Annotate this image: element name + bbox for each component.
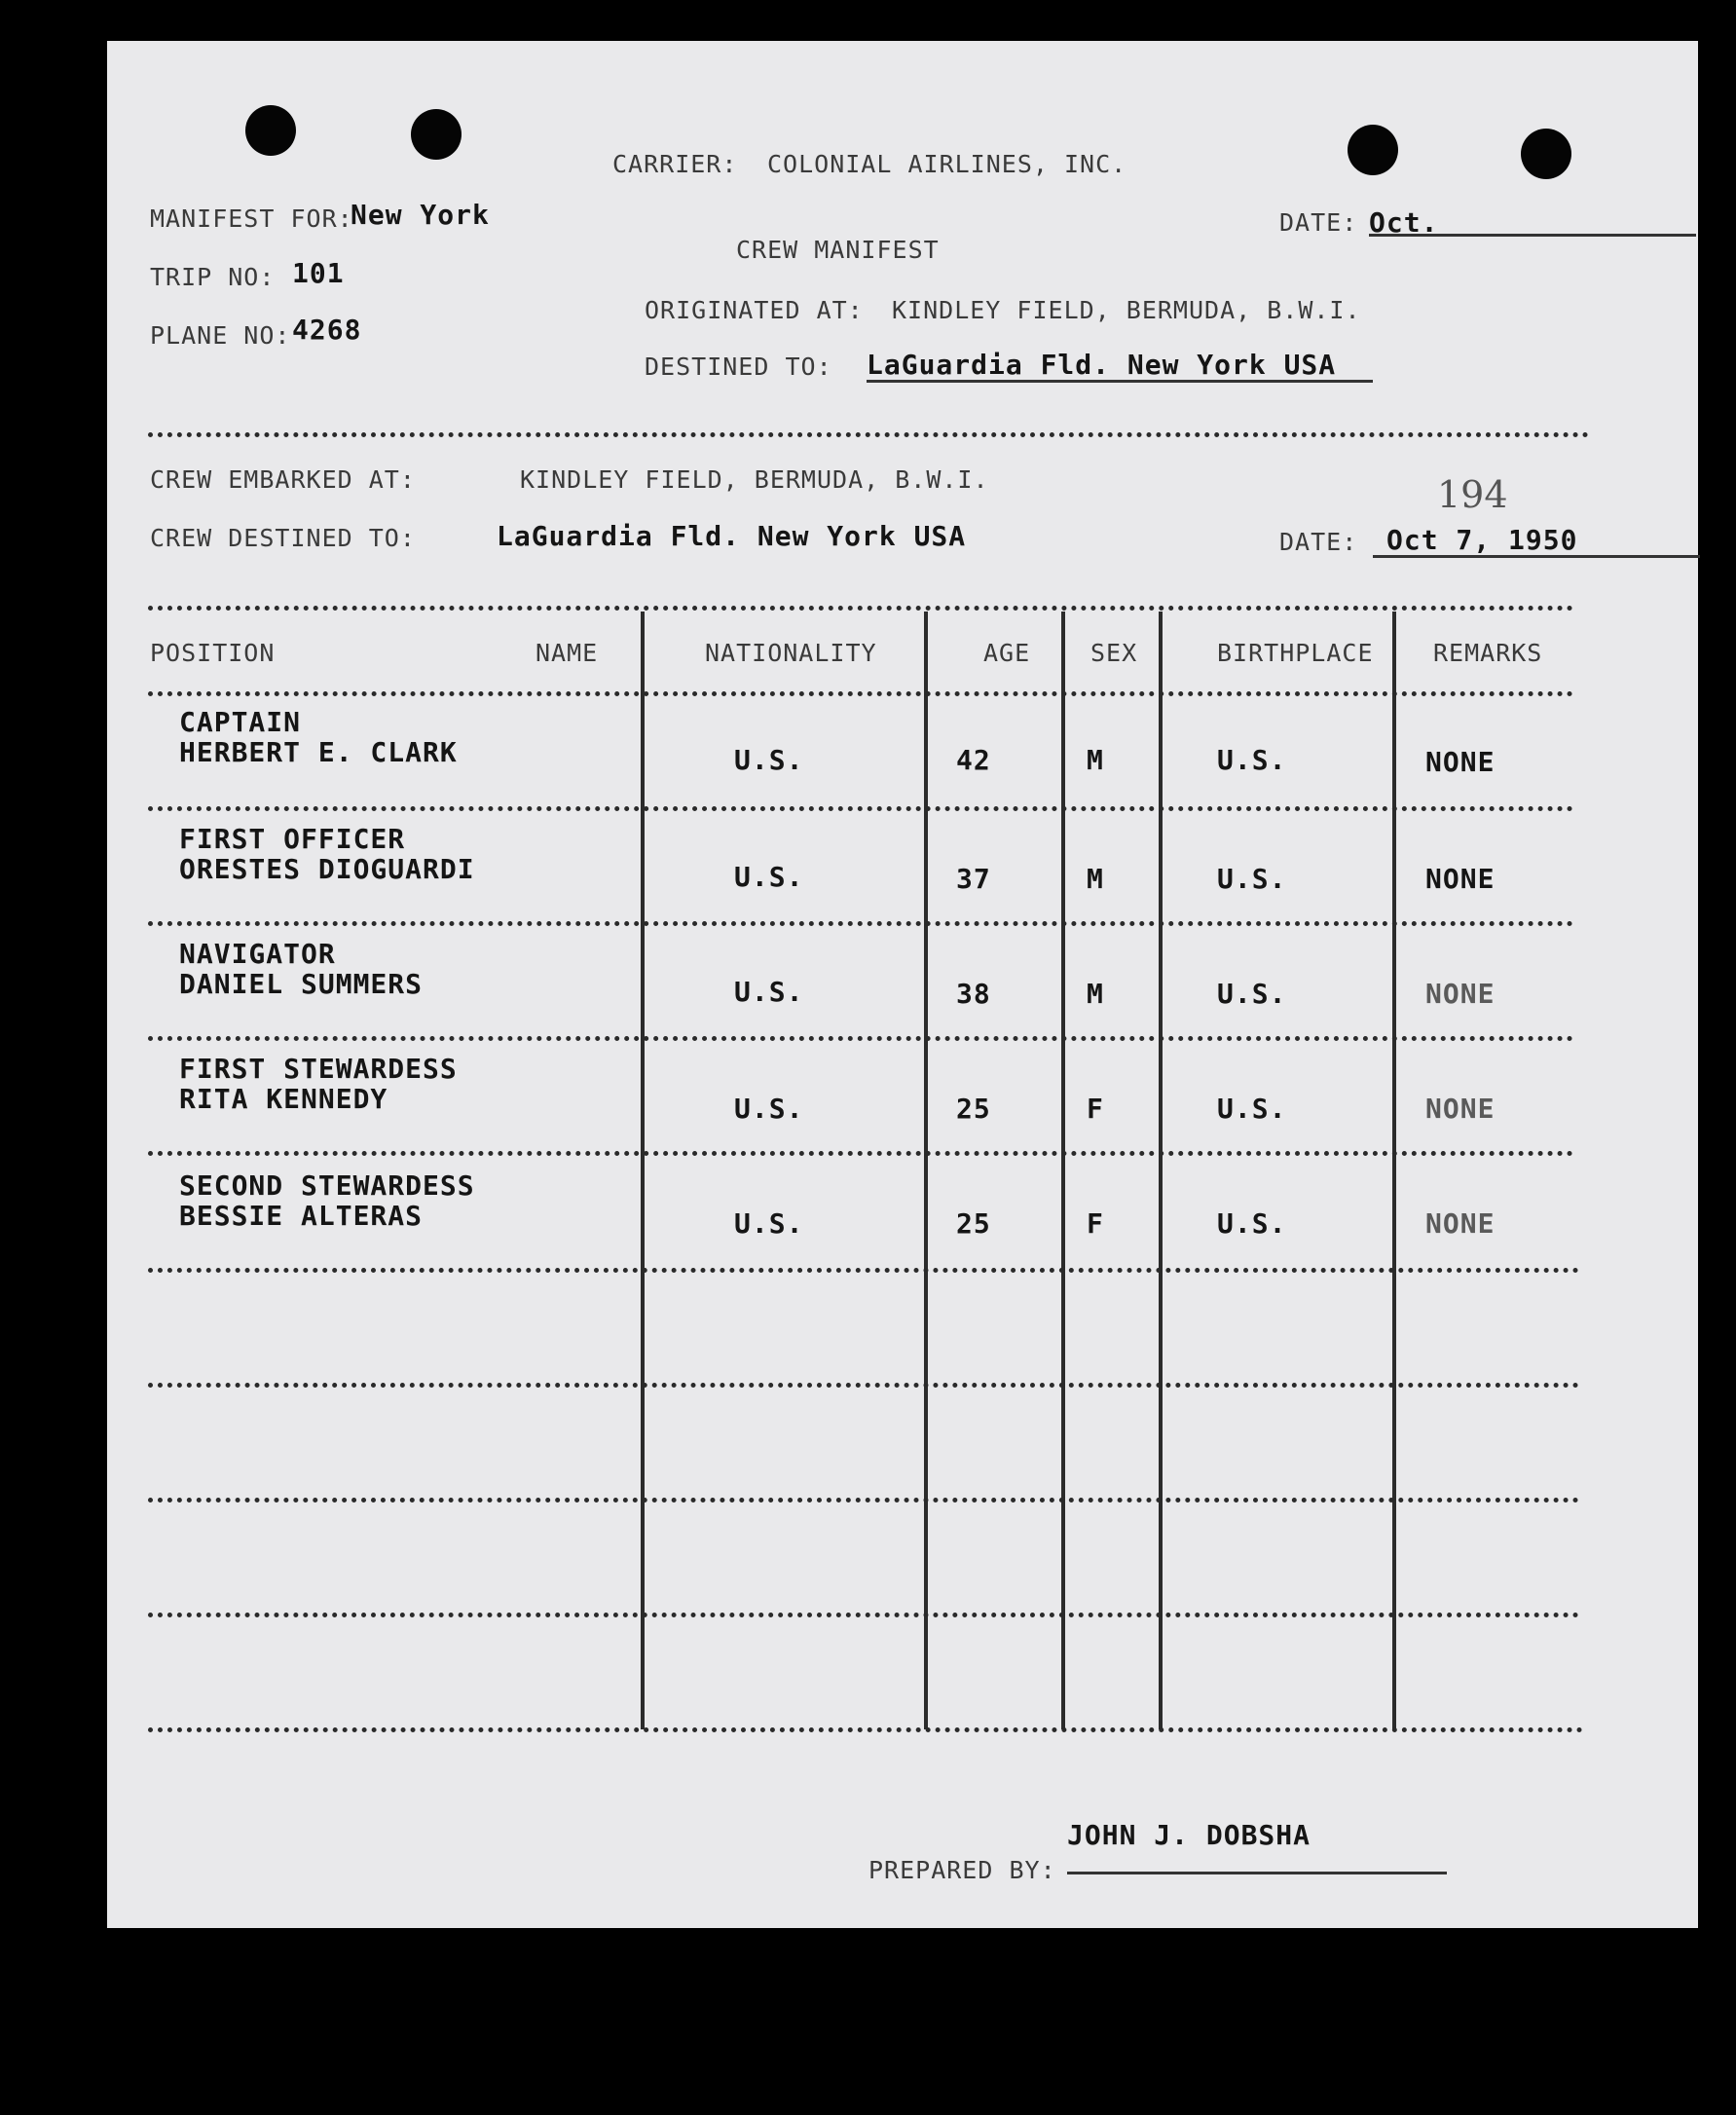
table-row-name: ORESTES DIOGUARDI bbox=[179, 853, 475, 885]
table-row-birthplace: U.S. bbox=[1217, 1093, 1287, 1125]
table-row-sex: M bbox=[1087, 863, 1104, 895]
trip-no-value: 101 bbox=[292, 257, 345, 289]
table-row-remarks: NONE bbox=[1425, 978, 1496, 1010]
col-divider bbox=[641, 612, 645, 1729]
row-rule bbox=[148, 1613, 1579, 1617]
table-row-sex: F bbox=[1087, 1093, 1104, 1125]
header-date-label: DATE: bbox=[1279, 208, 1358, 237]
table-row-remarks: NONE bbox=[1425, 746, 1496, 778]
header-nationality: NATIONALITY bbox=[705, 639, 877, 667]
plane-no-value: 4268 bbox=[292, 314, 362, 346]
table-row-age: 25 bbox=[956, 1207, 991, 1240]
crew-date-label: DATE: bbox=[1279, 528, 1358, 556]
header-name: NAME bbox=[536, 639, 599, 667]
col-divider bbox=[924, 612, 928, 1729]
row-rule bbox=[148, 1151, 1573, 1156]
table-row-name: RITA KENNEDY bbox=[179, 1083, 388, 1115]
row-rule bbox=[148, 1036, 1573, 1041]
destined-value: LaGuardia Fld. New York USA bbox=[867, 349, 1337, 381]
table-row-position: FIRST STEWARDESS bbox=[179, 1053, 458, 1085]
header-age: AGE bbox=[983, 639, 1031, 667]
table-row-remarks: NONE bbox=[1425, 1093, 1496, 1125]
crew-embarked-label: CREW EMBARKED AT: bbox=[150, 465, 416, 494]
header-date-underline bbox=[1369, 234, 1696, 237]
originated-value: KINDLEY FIELD, BERMUDA, B.W.I. bbox=[892, 296, 1361, 324]
table-row-remarks: NONE bbox=[1425, 1207, 1496, 1240]
row-rule bbox=[148, 1383, 1579, 1388]
crew-date-value: Oct 7, 1950 bbox=[1386, 524, 1578, 556]
table-row-nationality: U.S. bbox=[734, 744, 804, 776]
header-remarks: REMARKS bbox=[1433, 639, 1543, 667]
plane-no-label: PLANE NO: bbox=[150, 321, 291, 350]
originated-label: ORIGINATED AT: bbox=[645, 296, 864, 324]
table-row-age: 25 bbox=[956, 1093, 991, 1125]
table-row-position: SECOND STEWARDESS bbox=[179, 1169, 475, 1202]
table-row-birthplace: U.S. bbox=[1217, 1207, 1287, 1240]
table-row-sex: M bbox=[1087, 744, 1104, 776]
table-row-name: HERBERT E. CLARK bbox=[179, 736, 458, 768]
crew-embarked-value: KINDLEY FIELD, BERMUDA, B.W.I. bbox=[520, 465, 989, 494]
row-rule bbox=[148, 1498, 1579, 1503]
row-rule bbox=[148, 1268, 1579, 1273]
prepared-by-value: JOHN J. DOBSHA bbox=[1067, 1819, 1311, 1851]
destined-underline bbox=[867, 380, 1373, 383]
prepared-by-underline bbox=[1067, 1872, 1447, 1874]
table-row-nationality: U.S. bbox=[734, 1207, 804, 1240]
table-row-age: 42 bbox=[956, 744, 991, 776]
row-rule bbox=[148, 806, 1573, 811]
row-rule bbox=[148, 691, 1573, 696]
table-row-age: 37 bbox=[956, 863, 991, 895]
page-number: 194 bbox=[1437, 473, 1508, 516]
table-row-position: CAPTAIN bbox=[179, 706, 302, 738]
crew-date-underline bbox=[1373, 555, 1700, 558]
manifest-for-label: MANIFEST FOR: bbox=[150, 204, 353, 233]
manifest-for-value: New York bbox=[351, 199, 490, 231]
table-row-birthplace: U.S. bbox=[1217, 863, 1287, 895]
prepared-by-label: PREPARED BY: bbox=[868, 1856, 1056, 1884]
col-divider bbox=[1061, 612, 1065, 1729]
table-row-position: NAVIGATOR bbox=[179, 938, 336, 970]
punch-hole bbox=[245, 105, 296, 156]
table-row-nationality: U.S. bbox=[734, 861, 804, 893]
table-row-sex: F bbox=[1087, 1207, 1104, 1240]
table-row-position: FIRST OFFICER bbox=[179, 823, 406, 855]
document-title: CREW MANIFEST bbox=[736, 236, 940, 264]
table-row-birthplace: U.S. bbox=[1217, 978, 1287, 1010]
col-divider bbox=[1392, 612, 1396, 1729]
table-row-remarks: NONE bbox=[1425, 863, 1496, 895]
trip-no-label: TRIP NO: bbox=[150, 263, 276, 291]
carrier-label: CARRIER: bbox=[612, 150, 738, 178]
header-birthplace: BIRTHPLACE bbox=[1217, 639, 1374, 667]
header-position: POSITION bbox=[150, 639, 276, 667]
table-row-nationality: U.S. bbox=[734, 1093, 804, 1125]
destined-label: DESTINED TO: bbox=[645, 352, 832, 381]
header-date-value: Oct. bbox=[1369, 206, 1439, 239]
table-row-name: DANIEL SUMMERS bbox=[179, 968, 424, 1000]
table-row-name: BESSIE ALTERAS bbox=[179, 1200, 424, 1232]
col-divider bbox=[1159, 612, 1163, 1729]
crew-destined-value: LaGuardia Fld. New York USA bbox=[497, 520, 967, 552]
header-sex: SEX bbox=[1090, 639, 1138, 667]
table-row-birthplace: U.S. bbox=[1217, 744, 1287, 776]
table-top-rule bbox=[148, 606, 1573, 611]
manifest-page bbox=[107, 41, 1698, 1928]
section-divider bbox=[148, 432, 1589, 437]
carrier-value: COLONIAL AIRLINES, INC. bbox=[767, 150, 1127, 178]
punch-hole bbox=[1521, 129, 1571, 179]
table-row-sex: M bbox=[1087, 978, 1104, 1010]
punch-hole bbox=[1348, 125, 1398, 175]
table-bottom-rule bbox=[148, 1727, 1583, 1732]
table-row-age: 38 bbox=[956, 978, 991, 1010]
punch-hole bbox=[411, 109, 462, 160]
crew-destined-label: CREW DESTINED TO: bbox=[150, 524, 416, 552]
table-row-nationality: U.S. bbox=[734, 976, 804, 1008]
row-rule bbox=[148, 921, 1573, 926]
